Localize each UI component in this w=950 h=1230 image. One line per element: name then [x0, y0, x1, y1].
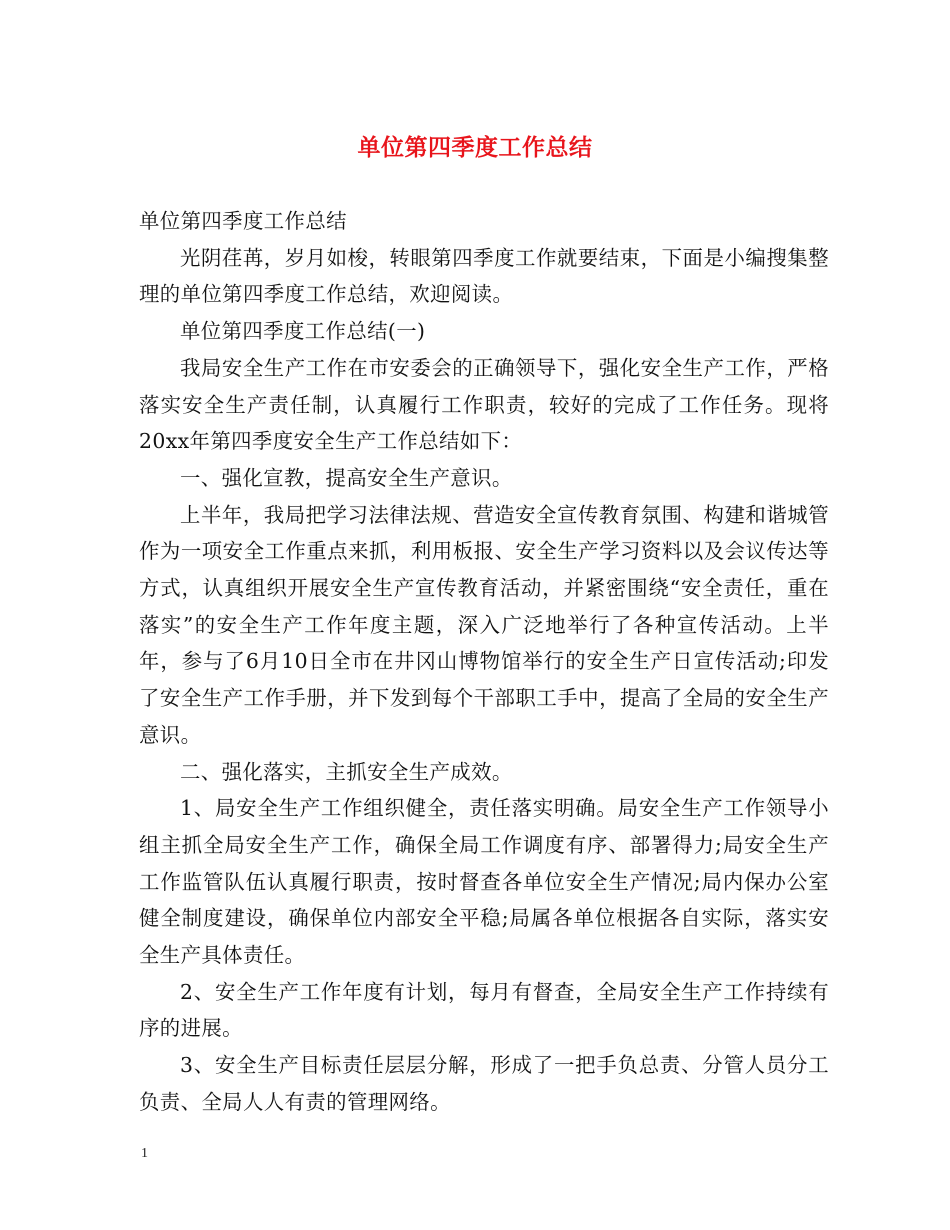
document-title: 单位第四季度工作总结: [357, 134, 593, 161]
paragraph: 单位第四季度工作总结(一): [180, 319, 426, 344]
paragraph: 3、安全生产目标责任层层分解，形成了一把手负总责、分管人员分工负责、全局人人有责的管理网络。: [139, 1053, 829, 1114]
paragraph: 单位第四季度工作总结: [139, 209, 347, 233]
paragraph: 1、局安全生产工作组织健全，责任落实明确。局安全生产工作领导小组主抓全局安全生产工作，确保全局工作调度有序、部署得力;局安全生产工作监管队伍认真履行职责，按时督查各单位安全生产情况;局内保办公室健全制度建设，确保单位内部安全平稳;局属各单位根据各自实际，落实安全生产具体责任。: [139, 796, 829, 968]
page-number: 1: [141, 1146, 148, 1161]
paragraph: 二、强化落实，主抓安全生产成效。: [180, 759, 513, 784]
paragraph: 上半年，我局把学习法律法规、营造安全宣传教育氛围、构建和谐城管作为一项安全工作重点来抓，利用板报、安全生产学习资料以及会议传达等方式，认真组织开展安全生产宣传教育活动，并紧密围绕“安全责任，重在落实”的安全生产工作年度主题，深入广泛地举行了各种宣传活动。上半年，参与了6月10日全市在井冈山博物馆举行的安全生产日宣传活动;印发了安全生产工作手册，并下发到每个干部职工手中，提高了全局的安全生产意识。: [139, 502, 829, 747]
paragraph: 我局安全生产工作在市安委会的正确领导下，强化安全生产工作，严格落实安全生产责任制，认真履行工作职责，较好的完成了工作任务。现将20xx年第四季度安全生产工作总结如下：: [139, 355, 829, 454]
document-body: [139, 203, 829, 1121]
paragraph: 光阴荏苒，岁月如梭，转眼第四季度工作就要结束，下面是小编搜集整理的单位第四季度工作总结，欢迎阅读。: [139, 245, 829, 307]
paragraph: 一、强化宣教，提高安全生产意识。: [180, 465, 513, 490]
paragraph: 2、安全生产工作年度有计划，每月有督查，全局安全生产工作持续有序的进展。: [139, 979, 829, 1041]
